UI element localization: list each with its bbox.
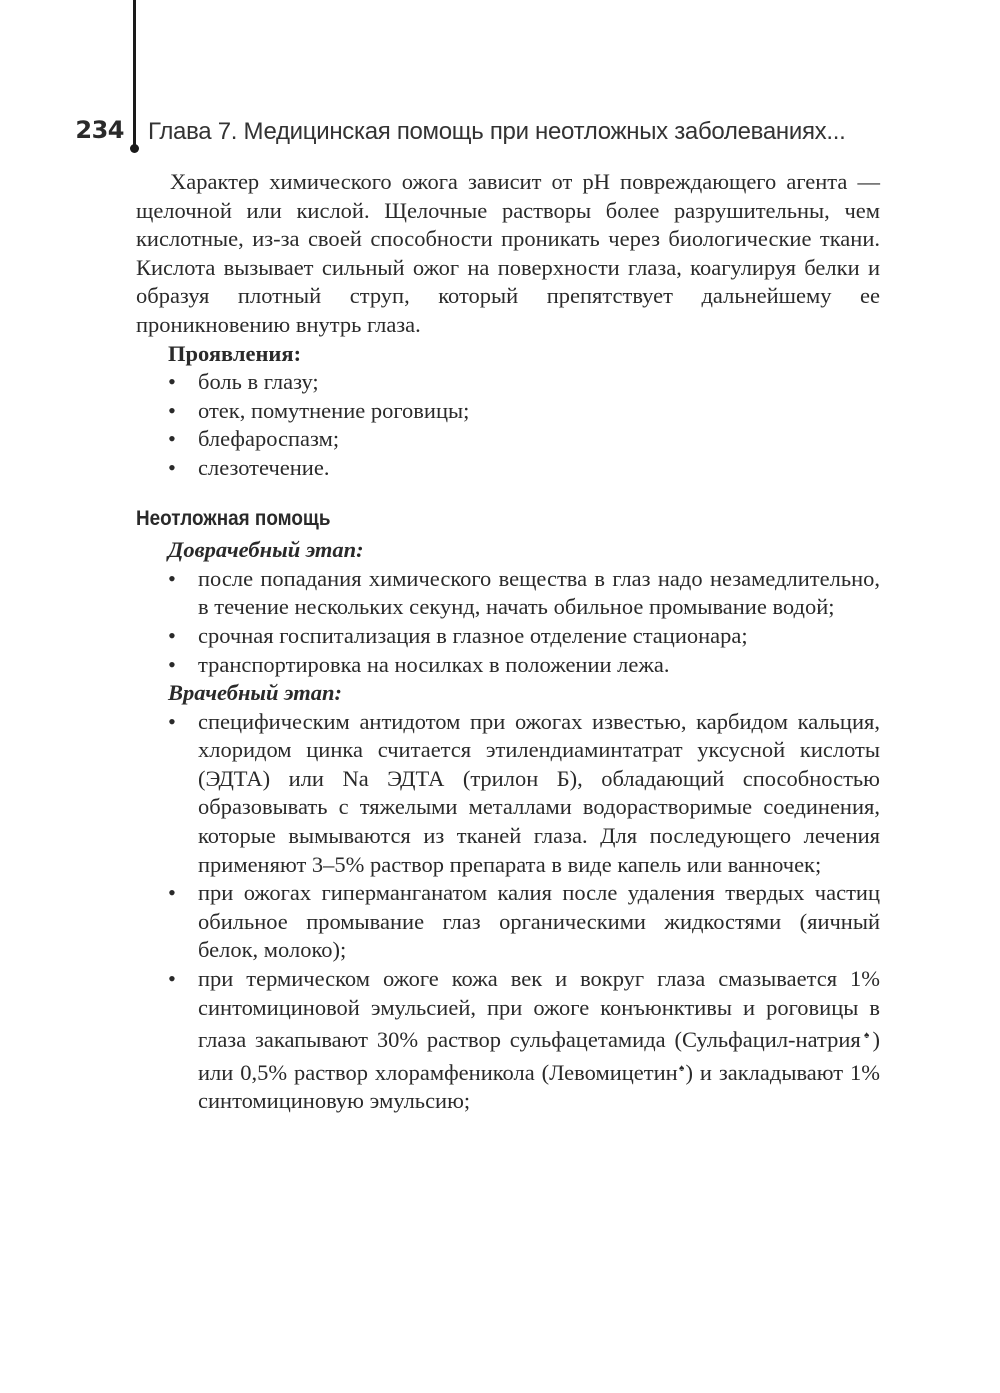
trademark-mark: ♠ [860,1030,873,1042]
manifestations-title: Проявления: [168,340,302,366]
intro-paragraph: Характер химического ожога зависит от рН повреждающего агента — щелочной или кислой. Щелочные растворы более разрушительны, чем кислотные, из-за своей способности проникать через биологические ткани. Кислота вызывает сильный ожог на поверхности глаза, коагулируя белки и образуя плотный струп, который препятствует дальнейшему ее проникновению внутрь глаза. [136,169,880,337]
list-item: • после попадания химического вещества в глаз надо незамедлительно, в течение нескольких секунд, начать обильное промывание водой; [136,565,880,622]
medical-stage-title: Врачебный этап: [168,680,342,706]
page-header [0,116,1000,150]
medical-list [136,708,880,1116]
section-heading: Неотложная помощь [136,506,331,530]
page-body [136,168,880,1116]
item-text-part: ) или 0,5% раствор хлорамфеникола (Левомицетин [198,1027,881,1085]
list-item: • специфическим антидотом при ожогах известью, карбидом кальция, хлоридом цинка считается этилендиаминтатрат уксусной кислоты (ЭДТА) или Na ЭДТА (трилон Б), обладающий способностью образовывать с тяжелыми металлами водорастворимые соединения, которые вымываются из тканей глаза. Для последующего лечения применяют 3–5% раствор препарата в виде капель или ванночек; [136,708,880,880]
list-item: • транспортировка на носилках в положении лежа. [136,651,880,680]
list-item: • отек, помутнение роговицы; [136,397,880,426]
prehospital-stage-title: Доврачебный этап: [168,537,364,563]
list-item: • слезотечение. [136,454,880,483]
list-item: • срочная госпитализация в глазное отделение стационара; [136,622,880,651]
prehospital-list [136,565,880,679]
item-text-part: при термическом ожоге кожа век и вокруг глаза смазывается 1% синтомициновой эмульсией, при ожоге конъюнктивы и роговицы в глаза закапывают 30% раствор сульфацетамида (Сульфацил-натрия [198,966,880,1053]
item-text-part: ) и закладывают 1% синтомициновую эмульсию; [198,1059,880,1114]
list-item: • при ожогах гиперманганатом калия после удаления твердых частиц обильное промывание глаз органическими жидкостями (яичный белок, молоко); [136,879,880,965]
list-item: • боль в глазу; [136,368,880,397]
manifestations-list [136,368,880,482]
page-number: 234 [75,116,124,144]
list-item: • блефароспазм; [136,425,880,454]
trademark-mark: ♠ [677,1062,686,1074]
running-title: Глава 7. Медицинская помощь при неотложных заболеваниях... [148,118,846,145]
list-item [136,965,880,1116]
